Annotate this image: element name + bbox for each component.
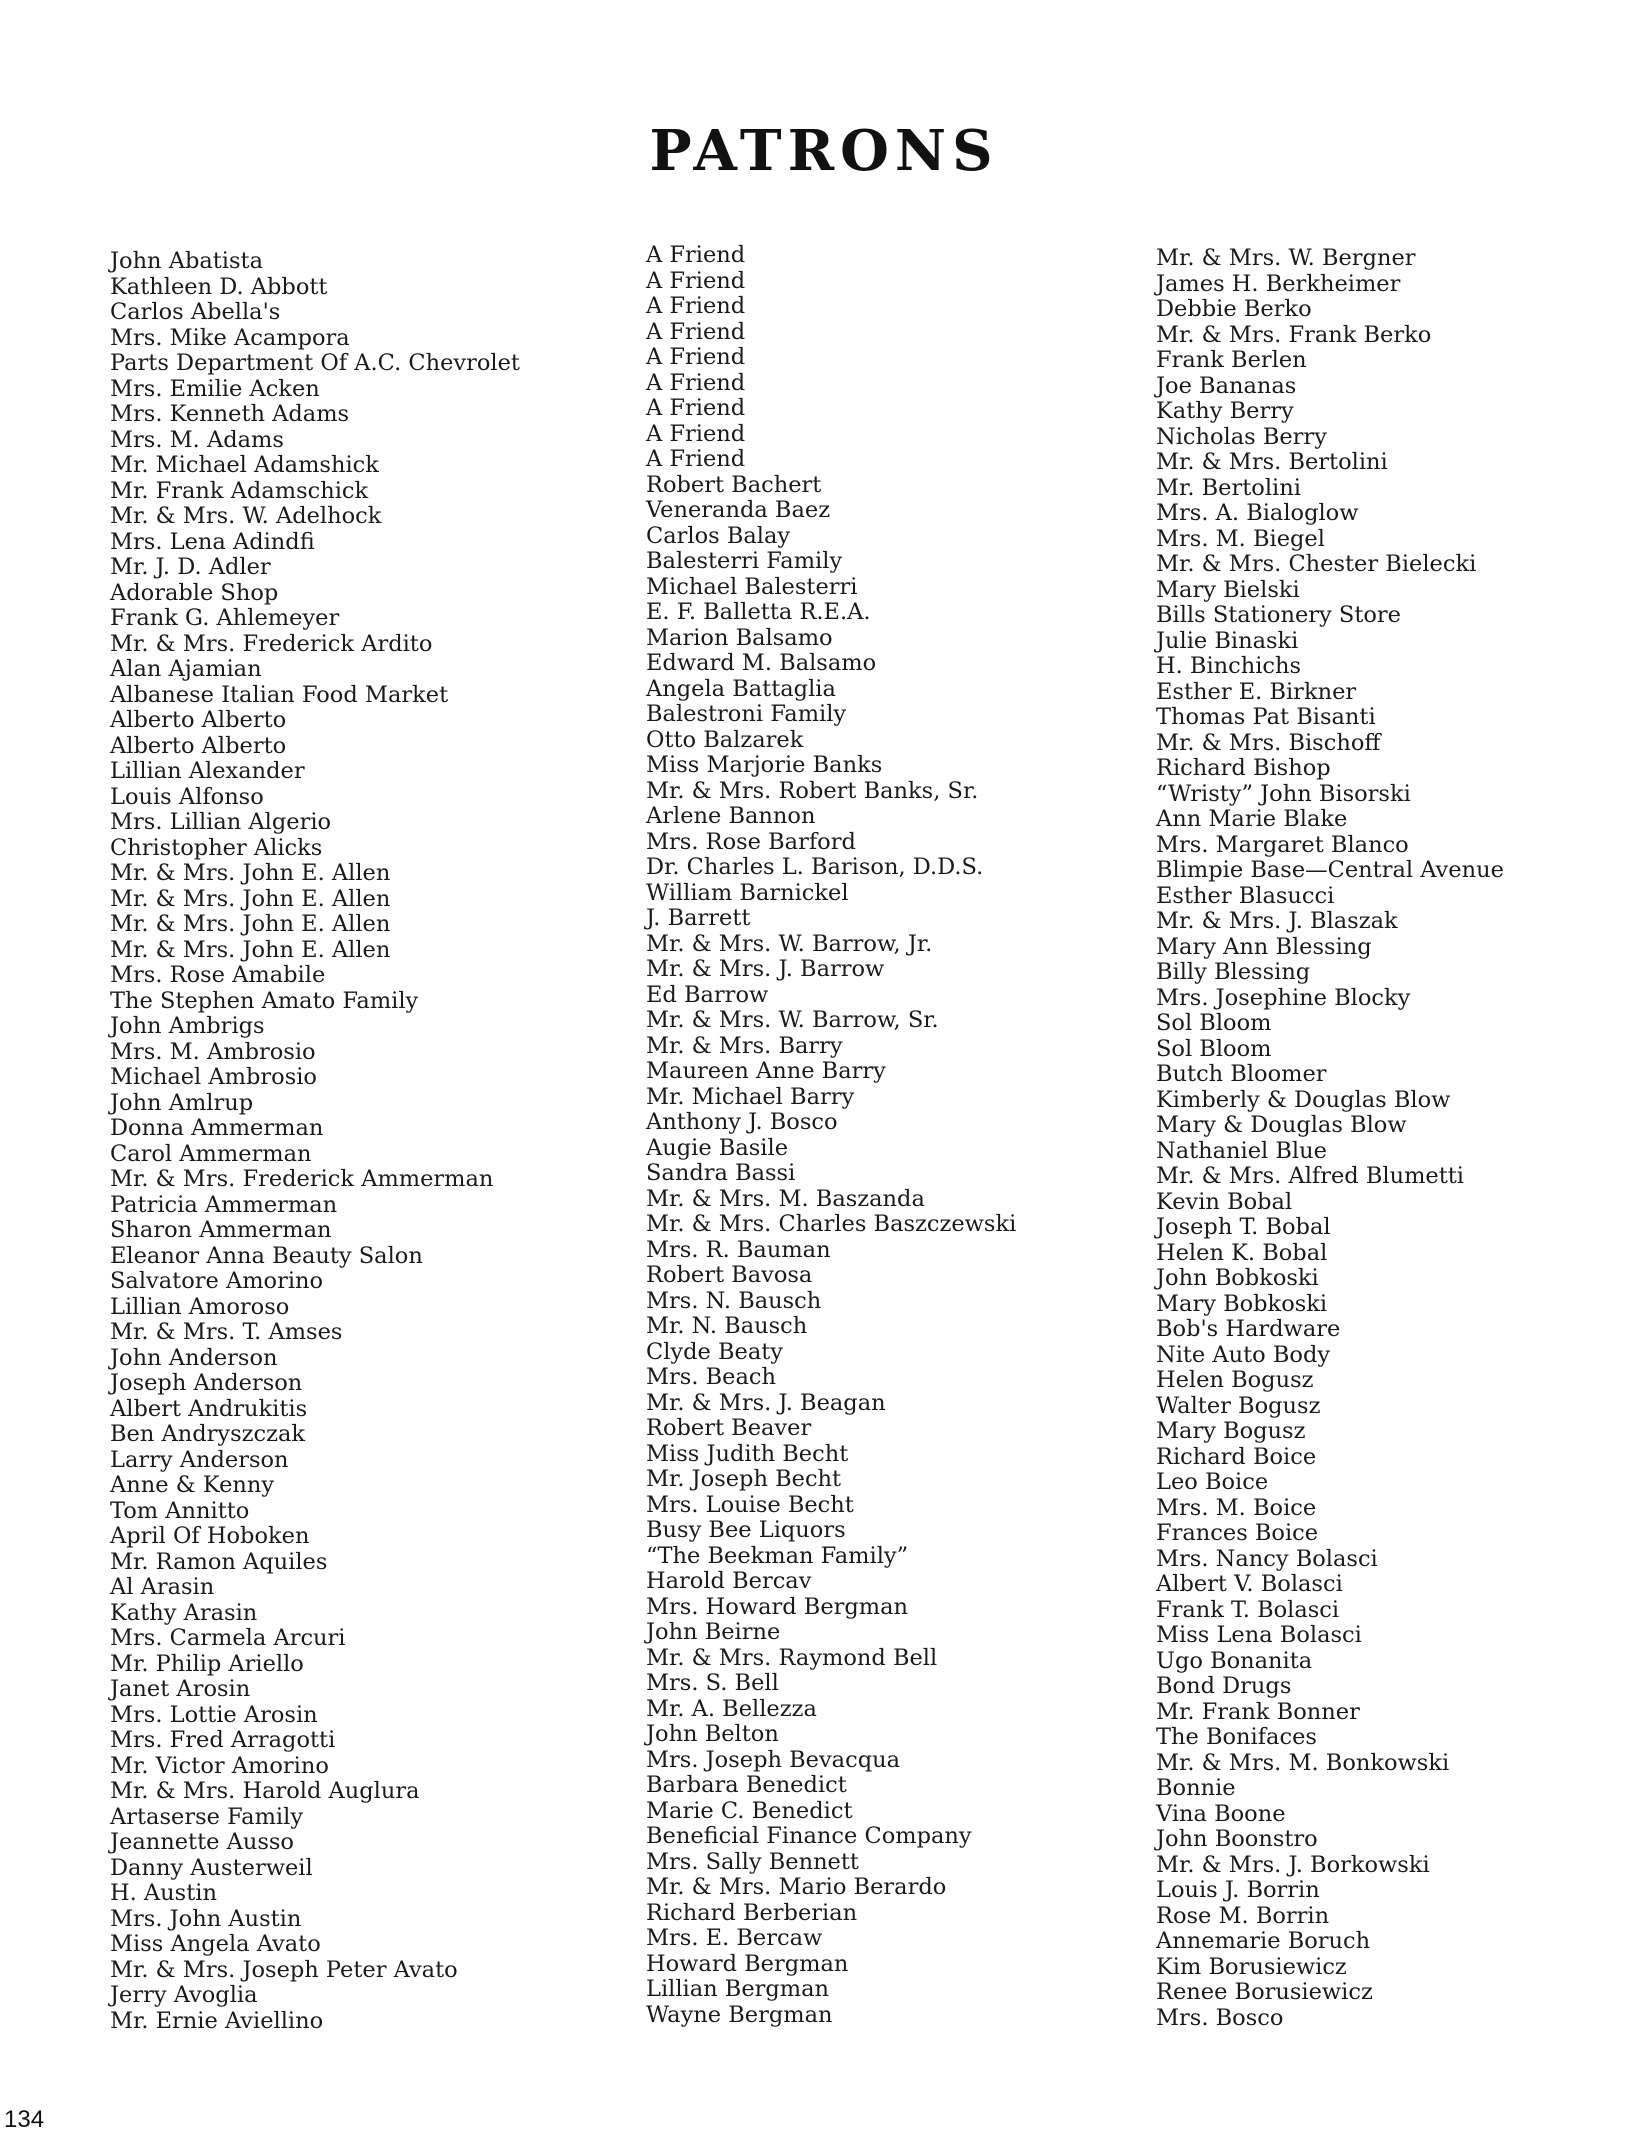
patron-name: Mr. & Mrs. John E. Allen bbox=[110, 936, 391, 963]
patron-name: Rose M. Borrin bbox=[1156, 1902, 1330, 1929]
patron-name: Howard Bergman bbox=[646, 1950, 849, 1977]
patron-name: E. F. Balletta R.E.A. bbox=[646, 599, 871, 625]
patron-name: Debbie Berko bbox=[1156, 296, 1312, 322]
patron-name: Blimpie Base—Central Avenue bbox=[1156, 857, 1504, 883]
patron-name: Miss Angela Avato bbox=[110, 1931, 321, 1957]
patron-name: Mary & Douglas Blow bbox=[1156, 1112, 1407, 1138]
patron-name: Mrs. Howard Bergman bbox=[646, 1593, 909, 1620]
patron-name: Mr. & Mrs. Frederick Ardito bbox=[110, 630, 433, 657]
patron-name: Mr. Frank Bonner bbox=[1156, 1698, 1360, 1725]
patron-name: Mr. Ernie Aviellino bbox=[110, 2007, 324, 2034]
patron-name: John Belton bbox=[646, 1721, 779, 1747]
patron-name: Helen K. Bobal bbox=[1156, 1239, 1328, 1266]
patron-name: Annemarie Boruch bbox=[1156, 1928, 1371, 1954]
patron-name: Mr. Philip Ariello bbox=[110, 1650, 304, 1677]
patron-name: Al Arasin bbox=[110, 1574, 215, 1600]
patron-name: Beneficial Finance Company bbox=[646, 1823, 972, 1849]
patron-name: Kimberly & Douglas Blow bbox=[1156, 1086, 1451, 1113]
patron-name: Mr. & Mrs. Raymond Bell bbox=[646, 1644, 938, 1671]
patron-name: April Of Hoboken bbox=[110, 1523, 310, 1549]
patron-name: Albert Andrukitis bbox=[110, 1395, 308, 1422]
patron-name: Artaserse Family bbox=[110, 1803, 304, 1830]
patron-name: A Friend bbox=[646, 242, 746, 268]
patron-name: Miss Lena Bolasci bbox=[1156, 1622, 1362, 1648]
patron-name: Christopher Alicks bbox=[110, 834, 323, 861]
patron-name: Bonnie bbox=[1156, 1775, 1236, 1801]
patron-name: Michael Ambrosio bbox=[110, 1064, 317, 1090]
patron-name: Carlos Balay bbox=[646, 522, 791, 549]
patron-name: Alberto Alberto bbox=[110, 732, 287, 759]
patron-name: Mr. & Mrs. W. Bergner bbox=[1156, 245, 1416, 271]
patron-name: Mr. & Mrs. Barry bbox=[646, 1032, 843, 1059]
patron-name: Clyde Beaty bbox=[646, 1338, 784, 1365]
patron-name: The Stephen Amato Family bbox=[110, 987, 419, 1014]
patron-name: John Boonstro bbox=[1156, 1826, 1318, 1852]
patron-name: J. Barrett bbox=[646, 905, 751, 931]
patron-name: Angela Battaglia bbox=[646, 675, 836, 702]
patron-name: Esther E. Birkner bbox=[1156, 678, 1357, 705]
patron-name: Mrs. Rose Barford bbox=[646, 828, 856, 855]
patron-name: Mr. & Mrs. M. Baszanda bbox=[646, 1185, 925, 1212]
patron-column-2 bbox=[646, 243, 1016, 2028]
patron-name: Carol Ammerman bbox=[110, 1140, 312, 1167]
patron-name: Ben Andryszczak bbox=[110, 1421, 306, 1447]
patron-name: Mr. & Mrs. Frank Berko bbox=[1156, 321, 1432, 348]
patron-name: Richard Boice bbox=[1156, 1443, 1317, 1470]
patron-name: Mr. & Mrs. J. Blaszak bbox=[1156, 908, 1398, 934]
patron-name: Mrs. Joseph Bevacqua bbox=[646, 1746, 901, 1773]
patron-name: William Barnickel bbox=[646, 879, 849, 906]
patron-name: Mr. & Mrs. Alfred Blumetti bbox=[1156, 1163, 1465, 1189]
patron-name: James H. Berkheimer bbox=[1156, 270, 1401, 297]
patron-name: Mr. & Mrs. Robert Banks, Sr. bbox=[646, 777, 979, 804]
patron-name: A Friend bbox=[646, 369, 746, 396]
patron-name: Joseph Anderson bbox=[110, 1370, 303, 1396]
patron-name: Salvatore Amorino bbox=[110, 1268, 324, 1294]
patron-name: Mr. & Mrs. John E. Allen bbox=[110, 860, 391, 886]
patron-name: Mrs. Sally Bennett bbox=[646, 1848, 859, 1875]
patron-name: Louis J. Borrin bbox=[1156, 1877, 1320, 1903]
patron-name: Mr. & Mrs. J. Borkowski bbox=[1156, 1851, 1430, 1878]
patron-name: Mrs. E. Bercaw bbox=[646, 1925, 823, 1951]
patron-name: Mr. & Mrs. Chester Bielecki bbox=[1156, 551, 1477, 577]
patron-name: Lillian Bergman bbox=[646, 1976, 830, 2002]
patron-name: Kim Borusiewicz bbox=[1156, 1953, 1347, 1980]
patron-name: Mrs. R. Bauman bbox=[646, 1236, 831, 1263]
patron-name: Kathy Arasin bbox=[110, 1599, 258, 1626]
patron-name: Mrs. M. Ambrosio bbox=[110, 1038, 316, 1065]
patron-name: Ann Marie Blake bbox=[1156, 806, 1348, 832]
patron-name: Sol Bloom bbox=[1156, 1035, 1272, 1062]
patron-name: Alberto Alberto bbox=[110, 707, 287, 733]
patron-name: Mrs. Fred Arragotti bbox=[110, 1727, 336, 1753]
patron-name: Alan Ajamian bbox=[110, 656, 262, 682]
patron-name: Mrs. M. Biegel bbox=[1156, 525, 1325, 552]
patron-name: Patricia Ammerman bbox=[110, 1191, 338, 1218]
patron-name: Helen Bogusz bbox=[1156, 1367, 1314, 1393]
page-number: 134 bbox=[4, 2106, 45, 2133]
patron-name: Bob's Hardware bbox=[1156, 1316, 1341, 1342]
patron-name: Vina Boone bbox=[1156, 1800, 1286, 1827]
patron-name: Sol Bloom bbox=[1156, 1010, 1272, 1036]
patron-name: Harold Bercav bbox=[646, 1568, 812, 1594]
patron-name: Mr. & Mrs. W. Barrow, Jr. bbox=[646, 930, 933, 957]
patron-name: Mrs. S. Bell bbox=[646, 1670, 779, 1696]
patron-name: Mr. & Mrs. Mario Berardo bbox=[646, 1874, 947, 1900]
patron-name: Mr. J. D. Adler bbox=[110, 554, 271, 580]
patron-name: Parts Department Of A.C. Chevrolet bbox=[110, 350, 520, 376]
patron-name: Balesterri Family bbox=[646, 548, 843, 574]
patron-name: John Bobkoski bbox=[1156, 1265, 1319, 1291]
patron-name: Mary Ann Blessing bbox=[1156, 933, 1372, 960]
patron-name: Danny Austerweil bbox=[110, 1854, 313, 1881]
patron-name: Edward M. Balsamo bbox=[646, 650, 877, 676]
patron-name: Anthony J. Bosco bbox=[646, 1109, 838, 1135]
patron-name: A Friend bbox=[646, 267, 746, 294]
patron-name: Mr. A. Bellezza bbox=[646, 1695, 817, 1722]
patron-name: Frank Berlen bbox=[1156, 347, 1307, 373]
patron-name: Mary Bielski bbox=[1156, 576, 1300, 603]
patron-name: A Friend bbox=[646, 293, 746, 319]
patron-name: Sandra Bassi bbox=[646, 1160, 796, 1186]
patron-name: Miss Judith Becht bbox=[646, 1440, 849, 1467]
patron-name: Billy Blessing bbox=[1156, 959, 1311, 985]
patron-name: Mrs. Lottie Arosin bbox=[110, 1701, 318, 1728]
patron-name: Mrs. Josephine Blocky bbox=[1156, 984, 1411, 1011]
patron-name: Mrs. Kenneth Adams bbox=[110, 401, 350, 427]
patron-name: Wayne Bergman bbox=[646, 2001, 833, 2028]
patron-name: Mrs. Lillian Algerio bbox=[110, 809, 332, 835]
patron-name: Mr. & Mrs. J. Barrow bbox=[646, 956, 885, 982]
patron-name: Nicholas Berry bbox=[1156, 423, 1327, 450]
patron-column-3 bbox=[1156, 246, 1504, 2031]
patron-name: Mr. Joseph Becht bbox=[646, 1466, 842, 1492]
patron-name: H. Binchichs bbox=[1156, 653, 1302, 679]
patron-name: Robert Beaver bbox=[646, 1415, 812, 1441]
patron-name: Esther Blasucci bbox=[1156, 882, 1335, 909]
patron-name: Bills Stationery Store bbox=[1156, 602, 1401, 628]
patron-name: Joseph T. Bobal bbox=[1156, 1214, 1331, 1240]
patron-name: Mrs. Margaret Blanco bbox=[1156, 831, 1409, 858]
patron-name: Richard Bishop bbox=[1156, 755, 1331, 781]
patron-name: Maureen Anne Barry bbox=[646, 1058, 886, 1084]
patron-name: Mr. & Mrs. Bischoff bbox=[1156, 729, 1381, 756]
patron-name: Renee Borusiewicz bbox=[1156, 1979, 1373, 2005]
patron-name: Tom Annitto bbox=[110, 1497, 250, 1524]
patron-name: Augie Basile bbox=[646, 1134, 789, 1161]
page-title: PATRONS bbox=[649, 118, 999, 184]
patron-name: Mr. Victor Amorino bbox=[110, 1752, 329, 1779]
patron-name: A Friend bbox=[646, 318, 746, 345]
patron-name: Bond Drugs bbox=[1156, 1673, 1292, 1699]
patron-name: Mrs. Rose Amabile bbox=[110, 962, 326, 988]
patron-name: “The Beekman Family” bbox=[646, 1542, 909, 1569]
patron-name: A Friend bbox=[646, 420, 746, 447]
patron-name: Mr. & Mrs. Harold Auglura bbox=[110, 1778, 420, 1804]
patron-name: Thomas Pat Bisanti bbox=[1156, 704, 1376, 730]
patron-name: Louis Alfonso bbox=[110, 783, 264, 810]
patron-name: Mr. & Mrs. T. Amses bbox=[110, 1319, 343, 1345]
patron-name: John Anderson bbox=[110, 1344, 278, 1371]
patron-name: Mr. Frank Adamschick bbox=[110, 477, 369, 504]
patron-name: Kathleen D. Abbott bbox=[110, 273, 328, 300]
patron-name: Lillian Amoroso bbox=[110, 1293, 290, 1320]
patron-name: Albert V. Bolasci bbox=[1156, 1571, 1343, 1597]
patron-name: Michael Balesterri bbox=[646, 573, 858, 600]
patron-name: Richard Berberian bbox=[646, 1899, 858, 1926]
patron-name: Robert Bavosa bbox=[646, 1262, 813, 1288]
patron-name: A Friend bbox=[646, 344, 746, 370]
patron-name: Mr. & Mrs. M. Bonkowski bbox=[1156, 1749, 1450, 1776]
patron-name: Barbara Benedict bbox=[646, 1772, 847, 1798]
patron-name: Mrs. Emilie Acken bbox=[110, 375, 320, 402]
patron-name: Mrs. Louise Becht bbox=[646, 1491, 854, 1518]
patron-name: Ugo Bonanita bbox=[1156, 1647, 1313, 1674]
patron-name: John Abatista bbox=[110, 248, 264, 274]
patron-name: Nite Auto Body bbox=[1156, 1341, 1331, 1368]
patron-name: Butch Bloomer bbox=[1156, 1061, 1327, 1087]
patron-name: Leo Boice bbox=[1156, 1469, 1269, 1495]
patron-name: Mrs. M. Adams bbox=[110, 426, 284, 453]
patron-name: A Friend bbox=[646, 446, 746, 472]
patron-name: “Wristy” John Bisorski bbox=[1156, 780, 1411, 807]
patron-name: Julie Binaski bbox=[1156, 627, 1299, 654]
patron-name: The Bonifaces bbox=[1156, 1724, 1317, 1750]
patron-name: Mr. Bertolini bbox=[1156, 474, 1301, 501]
patron-name: Mr. N. Bausch bbox=[646, 1313, 808, 1339]
patron-name: Marion Balsamo bbox=[646, 624, 833, 651]
patron-name: Walter Bogusz bbox=[1156, 1392, 1321, 1419]
patron-name: Lillian Alexander bbox=[110, 758, 305, 784]
patron-name: Donna Ammerman bbox=[110, 1115, 324, 1141]
patron-name: Miss Marjorie Banks bbox=[646, 752, 883, 778]
patron-name: Mr. Michael Adamshick bbox=[110, 452, 379, 478]
patron-name: Eleanor Anna Beauty Salon bbox=[110, 1242, 423, 1269]
patron-name: Mr. & Mrs. W. Adelhock bbox=[110, 503, 382, 529]
patron-name: Mr. & Mrs. John E. Allen bbox=[110, 911, 391, 937]
patron-name: Mrs. N. Bausch bbox=[646, 1287, 822, 1314]
patron-name: Jerry Avoglia bbox=[110, 1982, 258, 2008]
patron-name: Busy Bee Liquors bbox=[646, 1517, 846, 1543]
patron-name: H. Austin bbox=[110, 1880, 217, 1906]
patron-name: Nathaniel Blue bbox=[1156, 1137, 1327, 1164]
patron-name: Carlos Abella's bbox=[110, 299, 281, 325]
patron-name: Mrs. Nancy Bolasci bbox=[1156, 1545, 1378, 1572]
patron-name: Mary Bogusz bbox=[1156, 1418, 1306, 1444]
patron-name: Mr. & Mrs. Bertolini bbox=[1156, 449, 1388, 475]
patron-name: Mary Bobkoski bbox=[1156, 1290, 1328, 1317]
patron-name: Anne & Kenny bbox=[110, 1472, 275, 1498]
patron-name: Joe Bananas bbox=[1156, 372, 1297, 399]
patron-name: Mrs. M. Boice bbox=[1156, 1494, 1317, 1521]
patron-name: Mrs. A. Bialoglow bbox=[1156, 500, 1359, 526]
patron-name: Marie C. Benedict bbox=[646, 1797, 853, 1824]
patron-name: Mr. & Mrs. Joseph Peter Avato bbox=[110, 1956, 458, 1983]
patron-name: Frances Boice bbox=[1156, 1520, 1319, 1546]
patron-name: Mrs. Carmela Arcuri bbox=[110, 1625, 346, 1651]
patron-name: Robert Bachert bbox=[646, 471, 822, 498]
patron-name: Mrs. Beach bbox=[646, 1364, 777, 1390]
patron-name: Balestroni Family bbox=[646, 701, 847, 727]
patron-name: Otto Balzarek bbox=[646, 726, 804, 753]
patron-name: Adorable Shop bbox=[110, 579, 279, 606]
patron-name: Kevin Bobal bbox=[1156, 1188, 1293, 1215]
patron-name: Sharon Ammerman bbox=[110, 1217, 332, 1243]
patron-name: Jeannette Ausso bbox=[110, 1829, 294, 1855]
patron-name: A Friend bbox=[646, 395, 746, 421]
patron-name: Mrs. John Austin bbox=[110, 1905, 302, 1932]
patron-name: Frank G. Ahlemeyer bbox=[110, 605, 340, 631]
patron-name: Janet Arosin bbox=[110, 1676, 251, 1702]
patron-name: Ed Barrow bbox=[646, 981, 769, 1008]
patron-name: Kathy Berry bbox=[1156, 398, 1294, 424]
patron-name: Mr. Ramon Aquiles bbox=[110, 1548, 328, 1575]
patron-name: Mrs. Mike Acampora bbox=[110, 324, 350, 351]
patron-name: Dr. Charles L. Barison, D.D.S. bbox=[646, 854, 984, 880]
patron-name: John Ambrigs bbox=[110, 1013, 265, 1039]
patron-name: Mr. & Mrs. J. Beagan bbox=[646, 1389, 886, 1416]
patron-name: Mr. & Mrs. W. Barrow, Sr. bbox=[646, 1007, 939, 1033]
patron-name: Mr. & Mrs. Charles Baszczewski bbox=[646, 1211, 1017, 1237]
patron-name: Arlene Bannon bbox=[646, 803, 816, 829]
patron-name: Veneranda Baez bbox=[646, 497, 831, 523]
patron-name: Mr. & Mrs. Frederick Ammerman bbox=[110, 1166, 494, 1192]
patron-name: Mrs. Bosco bbox=[1156, 2004, 1284, 2031]
patron-name: Larry Anderson bbox=[110, 1446, 289, 1473]
patron-name: Mr. & Mrs. John E. Allen bbox=[110, 885, 391, 912]
patron-name: Albanese Italian Food Market bbox=[110, 681, 449, 708]
patron-name: Mr. Michael Barry bbox=[646, 1083, 855, 1110]
patron-name: John Amlrup bbox=[110, 1089, 254, 1116]
patron-name: John Beirne bbox=[646, 1619, 781, 1645]
patron-name: Mrs. Lena Adindfi bbox=[110, 528, 315, 555]
patron-name: Frank T. Bolasci bbox=[1156, 1596, 1340, 1623]
patron-column-1 bbox=[110, 249, 520, 2034]
